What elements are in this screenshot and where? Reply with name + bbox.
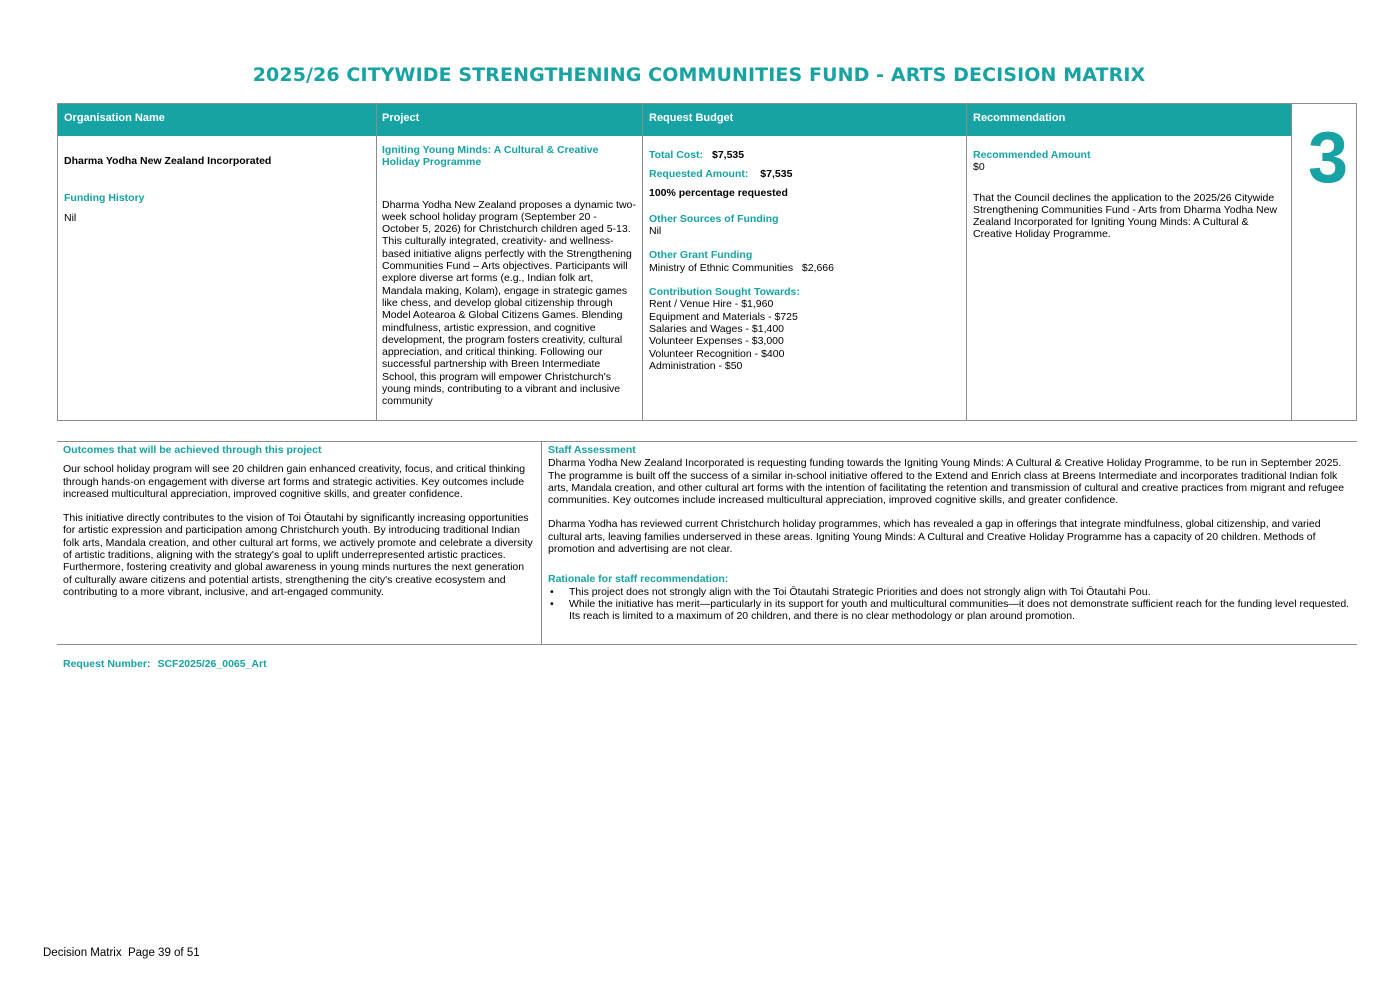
requested-amount-value: $7,535 (760, 168, 793, 181)
outcomes-cell (63, 444, 535, 598)
other-grant-label: Other Grant Funding (649, 249, 753, 262)
request-number (63, 658, 267, 670)
budget-cell (649, 136, 961, 420)
contribution-list (649, 298, 961, 372)
page-title: 2025/26 CITYWIDE STRENGTHENING COMMUNITIES FUND - ARTS DECISION MATRIX (252, 64, 1146, 86)
funding-history-label: Funding History (64, 192, 145, 205)
staff-assessment-paragraph: Dharma Yodha New Zealand Incorporated is requesting funding towards the Igniting Young Minds: A Cultural & Creative Holiday Programme, to be run in September 2025. The programme is built off the success of a similar in-school initiative offered to the Extend and Enrich class at Breens Intermediate and incorporates traditional Indian folk arts, Mandala creation, and other cultural art forms with the intention of facilitating the retention and transmission of cultural and creative practices from migrant and refugee communities. Key outcomes include increased multicultural appreciation, improved cognitive skills, and greater confidence. (548, 457, 1345, 507)
contribution-item: Salaries and Wages - $1,400 (649, 322, 785, 335)
requested-amount-row (649, 168, 961, 180)
organisation-cell (64, 136, 370, 420)
total-cost-value: $7,535 (711, 149, 745, 161)
header-project: Project (376, 104, 643, 136)
section-divider (541, 442, 542, 644)
rationale-list (548, 586, 1353, 623)
contribution-item: Volunteer Expenses - $3,000 (649, 335, 784, 348)
rationale-item: • While the initiative has merit—particularly in its support for youth and multicultural communities—it does not demonstrate sufficient reach for the funding level requested. Its reach is limited to a maximum of 20 children, and there is no clear methodology or plan around promotion. (548, 598, 1353, 623)
staff-assessment-paragraph: Dharma Yodha has reviewed current Christchurch holiday programmes, which has revealed a gap in offerings that integrate mindfulness, global citizenship, and varied cultural arts, leaving families underserved in these areas. Igniting Young Minds: A Cultural and Creative Holiday Programme has a capacity of 20 children. Methods of promotion and advertising are not clear. (548, 518, 1321, 556)
project-description: Dharma Yodha New Zealand proposes a dynamic two-week school holiday program (September 20 - October 5, 2026) for Christchurch children aged 5-13. This culturally integrated, creativity- and wellness-based initiative aligns perfectly with the Strengthening Communities Fund – Arts objectives. Participants will explore diverse art forms (e.g., Indian folk art, Mandala making, Kolam), engage in strategic games like chess, and develop global citizenship through Model Aotearoa & Global Citizens Games. Blending mindfulness, artistic expression, and cognitive development, the program fosters creativity, cultural appreciation, and critical thinking. Following our successful partnership with Breen Intermediate School, this program will empower Christchurch's young minds, contributing to a vibrant and inclusive community (382, 198, 636, 408)
recommendation-cell (973, 136, 1287, 420)
recommended-amount-label: Recommended Amount (973, 149, 1091, 161)
rationale-item: • This project does not strongly align with the Toi Ōtautahi Strategic Priorities and does not strongly align with Toi Ōtautahi Pou. (548, 586, 1353, 598)
contribution-item: Volunteer Recognition - $400 (649, 347, 785, 360)
request-number-value: SCF2025/26_0065_Art (157, 658, 267, 670)
header-recommendation: Recommendation (967, 104, 1292, 136)
item-number: 3 (1307, 118, 1349, 198)
decision-matrix-table (57, 103, 1357, 421)
contribution-label: Contribution Sought Towards: (649, 286, 800, 299)
column-divider (966, 104, 967, 420)
requested-amount-label: Requested Amount: (649, 168, 749, 181)
other-grant-value: Ministry of Ethnic Communities $2,666 (649, 261, 834, 274)
column-divider (1291, 104, 1292, 420)
percentage-requested: 100% percentage requested (649, 186, 788, 199)
recommendation-text: That the Council declines the application to the 2025/26 Citywide Strengthening Communities Fund - Arts from Dharma Yodha New Zealand Incorporated for Igniting Young Minds: A Cultural & Creative Holiday Programme. (973, 191, 1278, 241)
recommended-amount-value: $0 (973, 161, 985, 174)
staff-assessment-cell (548, 444, 1353, 623)
total-cost-row (649, 149, 961, 161)
outcomes-label: Outcomes that will be achieved through this project (63, 444, 322, 456)
staff-assessment-label: Staff Assessment (548, 444, 636, 456)
contribution-item: Equipment and Materials - $725 (649, 310, 798, 323)
outcomes-paragraph: Our school holiday program will see 20 children gain enhanced creativity, focus, and critical thinking through hands-on engagement with diverse art forms and strategic activities. Key outcomes include increased multicultural appreciation, improved cognitive skills, and greater confidence. (63, 463, 526, 500)
other-sources-label: Other Sources of Funding (649, 212, 779, 225)
project-title: Igniting Young Minds: A Cultural & Creative Holiday Programme (382, 144, 599, 169)
column-divider (376, 104, 377, 420)
other-sources-value: Nil (649, 225, 662, 238)
contribution-item: Rent / Venue Hire - $1,960 (649, 298, 774, 311)
header-organisation: Organisation Name (58, 104, 376, 136)
request-number-label: Request Number: (63, 658, 151, 670)
funding-history-value: Nil (64, 211, 77, 224)
project-cell (382, 136, 638, 420)
total-cost-label: Total Cost: (649, 149, 704, 161)
header-budget: Request Budget (643, 104, 967, 136)
outcomes-paragraph: This initiative directly contributes to the vision of Toi Ōtautahi by significantly increasing opportunities for artistic expression and participation among Christchurch youth. By introducing traditional Indian folk arts, Mandala creation, and other cultural art forms, we actively promote and celebrate a diversity of artistic traditions, aligning with the strategy's goal to uplift underrepresented artistic practices. Furthermore, fostering creativity and global awareness in young minds nurtures the next generation of culturally aware citizens and potential artists, strengthening the city's creative ecosystem and contributing to a more vibrant, inclusive, and art-engaged community. (63, 512, 533, 598)
page-footer: Decision Matrix Page 39 of 51 (43, 947, 200, 959)
column-divider (642, 104, 643, 420)
rationale-label: Rationale for staff recommendation: (548, 573, 729, 586)
contribution-item: Administration - $50 (649, 359, 743, 372)
organisation-name: Dharma Yodha New Zealand Incorporated (64, 155, 272, 167)
assessment-section (57, 441, 1357, 645)
